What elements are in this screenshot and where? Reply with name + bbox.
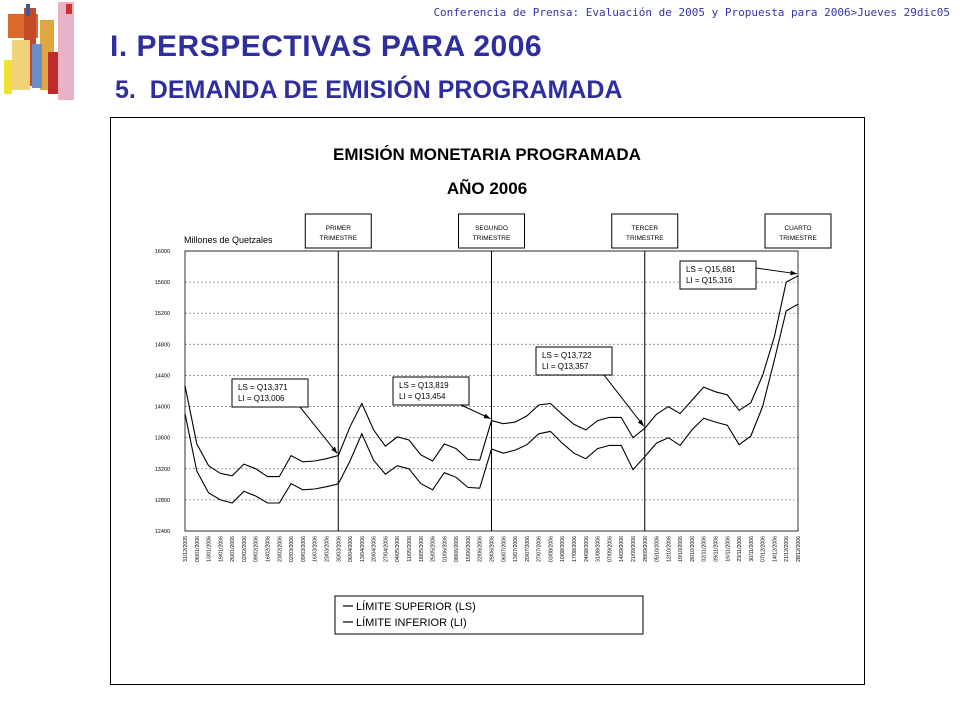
annotation-li: LI = Q13,006	[238, 394, 285, 403]
x-tick-label: 21/12/2006	[784, 536, 791, 562]
x-tick-label: 02/02/2006	[241, 536, 248, 562]
y-tick-label: 14400	[154, 373, 170, 380]
legend-label: LÍMITE SUPERIOR (LS)	[356, 601, 476, 613]
quarter-label-line2: TRIMESTRE	[472, 235, 511, 242]
legend-label: LÍMITE INFERIOR (LI)	[356, 617, 467, 629]
x-tick-label: 23/02/2006	[277, 536, 284, 562]
chart-title: EMISIÓN MONETARIA PROGRAMADA	[333, 145, 641, 164]
y-tick-label: 14800	[154, 342, 170, 349]
x-tick-label: 06/04/2006	[348, 536, 355, 562]
x-tick-label: 24/08/2006	[583, 536, 590, 562]
x-tick-label: 27/04/2006	[383, 536, 390, 562]
x-tick-label: 06/07/2006	[501, 536, 508, 562]
x-tick-label: 10/08/2006	[560, 536, 567, 562]
x-tick-label: 18/05/2006	[418, 536, 425, 562]
x-tick-label: 13/04/2006	[359, 536, 366, 562]
x-tick-label: 14/12/2006	[772, 536, 779, 562]
x-tick-label: 13/01/2006	[206, 536, 213, 562]
y-tick-label: 15600	[154, 280, 170, 287]
x-tick-label: 31/12/2005	[183, 536, 189, 562]
x-tick-label: 07/09/2006	[607, 536, 614, 562]
quarter-label-line2: TRIMESTRE	[779, 235, 817, 242]
annotation-arrow	[604, 375, 644, 426]
subtitle-number: 5.	[115, 76, 136, 104]
annotation-arrow	[300, 407, 337, 453]
y-tick-label: 16000	[154, 249, 170, 255]
x-tick-label: 16/02/2006	[265, 536, 272, 562]
header-note: Conferencia de Prensa: Evaluación de 2005 y Propuesta para 2006>Jueves 29dic05	[433, 6, 950, 19]
y-tick-label: 13600	[154, 435, 170, 442]
x-tick-label: 28/12/2006	[796, 536, 802, 562]
x-tick-label: 19/01/2006	[218, 536, 225, 562]
quarter-label-line2: TRIMESTRE	[625, 235, 664, 242]
subtitle-text: DEMANDA DE EMISIÓN PROGRAMADA	[149, 76, 623, 104]
x-tick-label: 30/11/2006	[748, 536, 755, 562]
annotation-ls: LS = Q13,819	[399, 381, 449, 390]
x-tick-label: 23/03/2006	[324, 536, 331, 562]
x-tick-label: 22/06/2006	[477, 536, 484, 562]
y-axis-label: Millones de Quetzales	[184, 235, 273, 245]
annotation-li: LI = Q13,357	[542, 362, 589, 371]
quarter-label-line1: PRIMER	[325, 225, 351, 232]
x-tick-label: 16/11/2006	[725, 536, 732, 562]
y-tick-label: 12400	[154, 529, 170, 535]
x-tick-label: 13/07/2006	[513, 536, 520, 562]
x-tick-label: 26/10/2006	[689, 536, 696, 562]
x-tick-label: 20/04/2006	[371, 536, 378, 562]
x-tick-label: 01/06/2006	[442, 536, 449, 562]
x-tick-label: 23/11/2006	[737, 536, 744, 562]
y-tick-label: 14000	[154, 404, 170, 411]
quarter-label-line1: CUARTO	[784, 225, 812, 232]
x-tick-label: 15/06/2006	[465, 536, 472, 562]
x-tick-label: 02/11/2006	[701, 536, 708, 562]
x-tick-label: 05/10/2006	[654, 536, 661, 562]
quarter-label-line2: TRIMESTRE	[319, 235, 358, 242]
quarter-label-line1: SEGUNDO	[475, 225, 508, 232]
x-tick-label: 04/05/2006	[395, 536, 402, 562]
x-tick-label: 28/09/2006	[642, 536, 649, 562]
x-tick-label: 09/11/2006	[713, 536, 720, 562]
x-tick-label: 17/08/2006	[572, 536, 579, 562]
x-tick-label: 29/06/2006	[489, 536, 496, 562]
y-tick-label: 12800	[154, 497, 170, 504]
x-tick-label: 11/05/2006	[406, 536, 413, 562]
annotation-arrowhead	[638, 420, 644, 427]
chart-subtitle: AÑO 2006	[446, 179, 528, 198]
annotation-arrowhead	[484, 414, 491, 419]
annotation-ls: LS = Q13,371	[238, 383, 288, 392]
x-tick-label: 07/12/2006	[760, 536, 767, 562]
x-tick-label: 12/10/2006	[666, 536, 673, 562]
x-tick-label: 27/07/2006	[536, 536, 543, 562]
annotation-li: LI = Q15,316	[686, 276, 733, 285]
x-tick-label: 26/01/2006	[230, 536, 237, 562]
x-tick-label: 09/02/2006	[253, 536, 260, 562]
annotation-arrowhead	[790, 271, 797, 276]
annotation-ls: LS = Q13,722	[542, 351, 592, 360]
emission-chart	[110, 117, 865, 685]
institution-logo	[0, 0, 80, 105]
x-tick-label: 31/08/2006	[595, 536, 602, 562]
annotation-li: LI = Q13,454	[399, 392, 446, 401]
x-tick-label: 19/10/2006	[678, 536, 685, 562]
slide-title: I. PERSPECTIVAS PARA 2006	[110, 30, 543, 63]
x-tick-label: 20/07/2006	[524, 536, 531, 562]
x-tick-label: 16/03/2006	[312, 536, 319, 562]
y-tick-label: 13200	[154, 466, 170, 473]
x-tick-label: 21/09/2006	[630, 536, 637, 562]
x-tick-label: 25/05/2006	[430, 536, 437, 562]
x-tick-label: 03/08/2006	[548, 536, 555, 562]
quarter-label-line1: TERCER	[631, 225, 659, 232]
y-tick-label: 15200	[154, 311, 170, 318]
x-tick-label: 14/09/2006	[619, 536, 626, 562]
x-tick-label: 02/03/2006	[289, 536, 296, 562]
annotation-ls: LS = Q15,681	[686, 265, 736, 274]
slide-subtitle	[115, 76, 622, 105]
x-tick-label: 30/03/2006	[336, 536, 343, 562]
x-tick-label: 06/01/2006	[194, 536, 201, 562]
x-tick-label: 08/06/2006	[454, 536, 461, 562]
x-tick-label: 09/03/2006	[300, 536, 307, 562]
